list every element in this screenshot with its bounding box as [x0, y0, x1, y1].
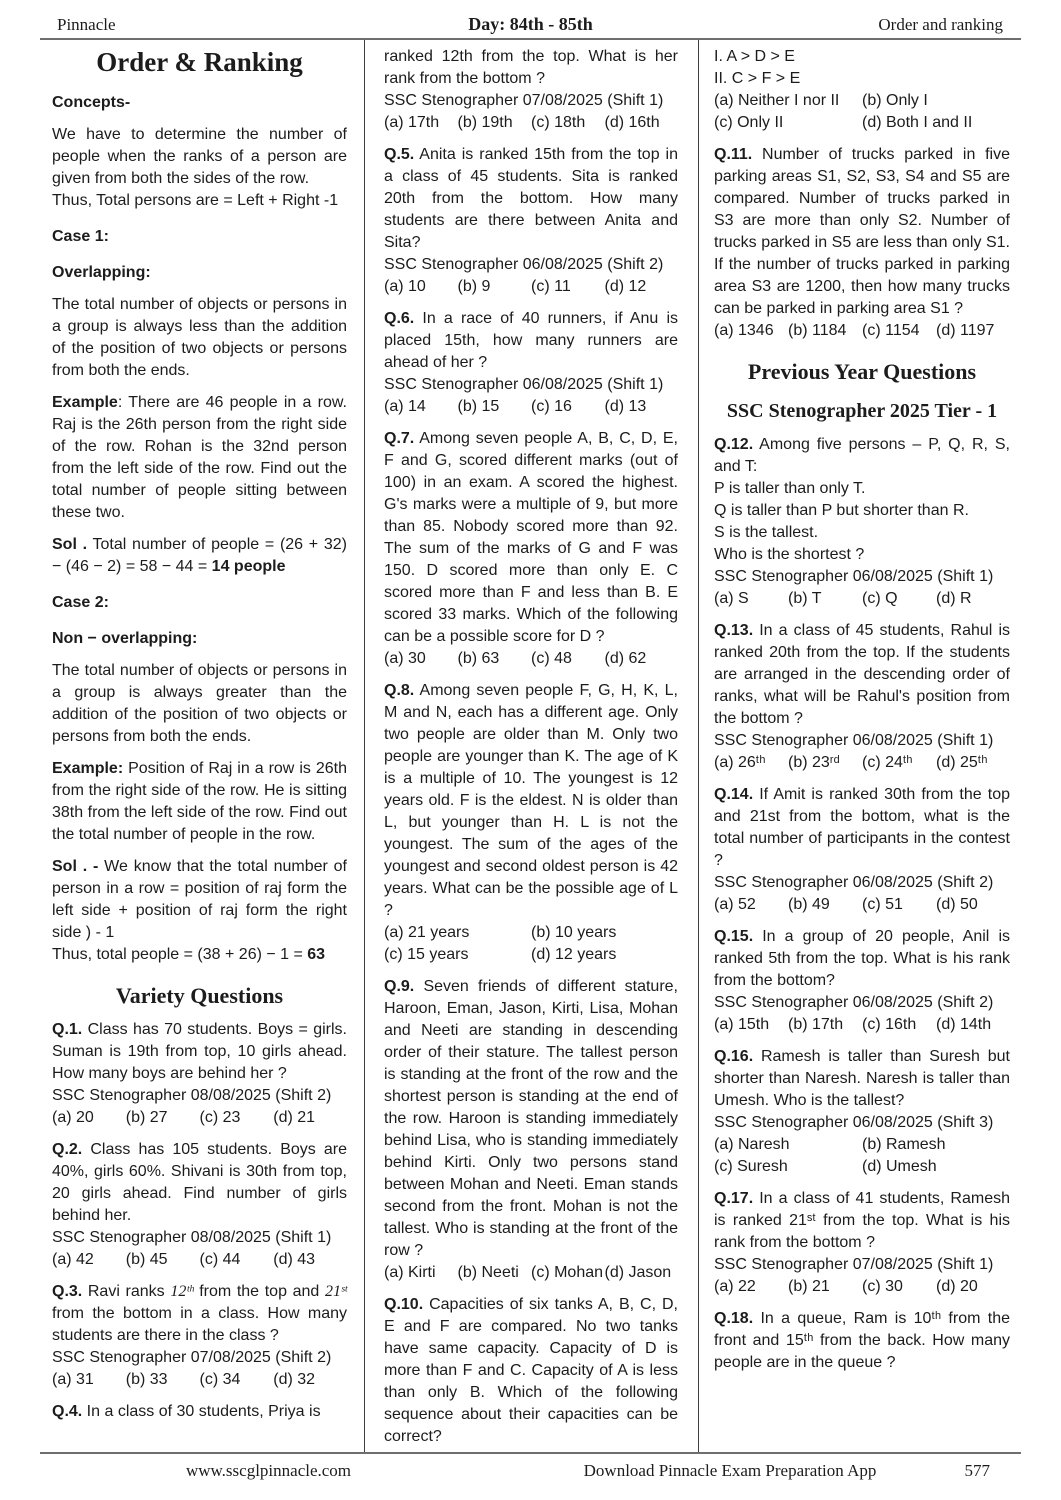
option: (c) 44: [199, 1251, 241, 1268]
text-run: Example: [52, 394, 118, 411]
options-row: [52, 1107, 347, 1129]
text-run: Number of trucks parked in five parking areas S1, S2, S3, S4 and S5 are compared. Number of trucks parked in S3 are more than only S2. Number of trucks parked in S5 are less than only S1. If the number of trucks parked in parking area S3 are 1200, then how many trucks can be parked in parking area S1 ?: [714, 146, 1010, 317]
question-text: [52, 534, 347, 578]
paragraph: [384, 46, 678, 134]
text-run: Q.2.: [52, 1141, 83, 1158]
question-text: [714, 620, 1010, 730]
text-line: SSC Stenographer 07/08/2025 (Shift 1): [384, 92, 664, 109]
text-line: SSC Stenographer 07/08/2025 (Shift 2): [52, 1349, 332, 1366]
question-text: [384, 46, 678, 90]
text-run: 21ˢᵗ: [324, 1283, 348, 1300]
text-line: SSC Stenographer 06/08/2025 (Shift 1): [714, 732, 994, 749]
text-line: Who is the shortest ?: [714, 546, 865, 563]
option: (d) 12 years: [531, 946, 617, 963]
text-run: The total number of objects or persons in a group is always greater than the addition of the position of two objects or persons from both the ends.: [52, 662, 347, 745]
option: (a) S: [714, 590, 749, 607]
question-text: [714, 1308, 1010, 1374]
footer-page-number: 577: [964, 1461, 990, 1480]
options-row: [384, 112, 678, 134]
text-run: ranked 12th from the top. What is her rank from the bottom ?: [384, 48, 678, 87]
text-run: Sol . -: [52, 858, 105, 875]
text-run: In a class of 41 students, Ramesh is ranked 21ˢᵗ from the top. What is his rank from the bottom ?: [714, 1190, 1010, 1251]
concept-label: Concepts-: [52, 94, 131, 111]
column-2: [384, 46, 678, 1448]
text-line: I. A > D > E: [714, 48, 795, 65]
text-line: Q is taller than P but shorter than R.: [714, 502, 969, 519]
option: (b) 10 years: [531, 924, 617, 941]
options-row: [384, 922, 678, 966]
option: (a) 52: [714, 896, 756, 913]
options-row: [714, 1276, 1010, 1298]
option: (d) 50: [936, 896, 978, 913]
text-run: In a class of 30 students, Priya is: [82, 1403, 321, 1420]
question-text: [52, 124, 347, 190]
question-text: [52, 392, 347, 524]
text-run: Among five persons – P, Q, R, S, and T:: [714, 436, 1010, 475]
option: (c) Suresh: [714, 1158, 788, 1175]
question: [714, 784, 1010, 916]
text-run: 14 people: [211, 558, 286, 575]
question: [384, 976, 678, 1284]
question-text: [714, 144, 1010, 320]
option: (a) 42: [52, 1251, 94, 1268]
options-row: [384, 276, 678, 298]
text-run: Q.10.: [384, 1296, 424, 1313]
options-row: [714, 752, 1010, 774]
question-text: [52, 294, 347, 382]
question-text: [52, 1019, 347, 1085]
text-run: Q.13.: [714, 622, 754, 639]
option: (a) 22: [714, 1278, 756, 1295]
option: (b) 1184: [788, 322, 847, 339]
option: (c) 15 years: [384, 946, 469, 963]
concept-label: Overlapping:: [52, 264, 151, 281]
option: (b) 17th: [788, 1016, 844, 1033]
option: (c) 11: [531, 278, 571, 295]
question: [52, 1139, 347, 1271]
options-row: [714, 90, 1010, 134]
option: (b) 21: [788, 1278, 830, 1295]
text-run: Among seven people F, G, H, K, L, M and N, each has a different age. Only two people are older than M. Only two people are younger than K. The age of K is a multiple of 10. The youngest is 12 years old. F is the eldest. N is older than L, but younger than H. L is not the youngest. The sum of the ages of the youngest and second oldest person is 42 years. What can be the possible age of L ?: [384, 682, 678, 919]
question: [52, 392, 347, 524]
option: (a) 1346: [714, 322, 774, 339]
text-run: We have to determine the number of people when the ranks of a person are given from both the sides of the row.: [52, 126, 347, 187]
paragraph: [52, 124, 347, 212]
text-line: SSC Stenographer 06/08/2025 (Shift 2): [714, 874, 994, 891]
option: (c) 16: [531, 398, 572, 415]
text-run: Sol .: [52, 536, 88, 553]
option: (d) 1197: [936, 322, 995, 339]
text-run: Q.11.: [714, 146, 753, 163]
text-run: : There are 46 people in a row. Raj is the 26th person from the right side of the row. Rohan is the 32nd person from the left side of the row. Find out the total number of people sitting between these two.: [52, 394, 347, 521]
text-line: SSC Stenographer 06/08/2025 (Shift 3): [714, 1114, 994, 1131]
option: (a) 21 years: [384, 924, 470, 941]
question-text: [52, 1139, 347, 1227]
text-run: If Amit is ranked 30th from the top and 21st from the bottom, what is the total number of participants in the contest ?: [714, 786, 1010, 869]
option: (c) Only II: [714, 114, 784, 131]
text-line: P is taller than only T.: [714, 480, 866, 497]
question-text: [384, 1294, 678, 1448]
text-run: Q.16.: [714, 1048, 754, 1065]
text-run: from the bottom in a class. How many students are there in the class ?: [52, 1305, 347, 1344]
section-title: Order & Ranking: [96, 47, 303, 77]
text-line: SSC Stenographer 06/08/2025 (Shift 1): [714, 568, 994, 585]
option: (b) 45: [125, 1251, 168, 1268]
text-line: SSC Stenographer 08/08/2025 (Shift 2): [52, 1087, 332, 1104]
option: (c) 48: [531, 650, 572, 667]
text-run: Seven friends of different stature, Haroon, Eman, Jason, Kirti, Lisa, Mohan and Neeti are standing in descending order of their stature. The tallest person is standing at the front of the row and the shortest person is standing at the end of the row. Haroon is standing immediately behind Lisa, who is standing immediately behind Kirti. Only two persons stand between Mohan and Neeti. Eman stands second from the front. Mohan is not the tallest. Who is standing at the front of the row ?: [384, 978, 678, 1259]
option: (c) 30: [862, 1278, 903, 1295]
text-run: Q.5.: [384, 146, 415, 163]
option: (b) 19th: [457, 114, 513, 131]
text-line: SSC Stenographer 07/08/2025 (Shift 1): [714, 1256, 994, 1273]
question-text: [384, 680, 678, 922]
option: (d) Umesh: [862, 1158, 937, 1175]
option: (a) 15th: [714, 1016, 770, 1033]
text-run: Ramesh is taller than Suresh but shorter than Naresh. Naresh is taller than Umesh. Who is the tallest?: [714, 1048, 1010, 1109]
concept-label: Case 1:: [52, 228, 109, 245]
footer-app-promo: Download Pinnacle Exam Preparation App: [583, 1461, 877, 1480]
section-heading: Variety Questions: [115, 983, 284, 1008]
option: (b) 63: [457, 650, 500, 667]
question: [384, 428, 678, 670]
text-run: Thus, total people = (38 + 26) − 1 =: [52, 946, 308, 963]
option: (c) Mohan: [531, 1264, 604, 1281]
question-text: [714, 784, 1010, 872]
text-run: Position of Raj in a row is 26th from the right side of the row. He is sitting 38th from the left side of the row. Find out the total number of people in the row.: [52, 760, 347, 843]
header-day: Day: 84th - 85th: [468, 14, 593, 34]
text-run: Total number of people = (26 + 32) − (46 − 2) = 58 − 44 =: [52, 536, 348, 575]
text-line: II. C > F > E: [714, 70, 801, 87]
text-line: Thus, Total persons are = Left + Right -1: [52, 192, 339, 209]
text-line: S is the tallest.: [714, 524, 819, 541]
option: (b) 33: [125, 1371, 168, 1388]
option: (b) 15: [457, 398, 500, 415]
footer-rule: [40, 1452, 1021, 1454]
text-run: The total number of objects or persons in a group is always less than the addition of the position of two objects or persons from both the ends.: [52, 296, 347, 379]
question: [714, 1188, 1010, 1298]
text-run: from the top and: [193, 1283, 325, 1300]
option: (d) 62: [604, 650, 647, 667]
options-row: [714, 320, 1010, 342]
text-run: Class has 70 students. Boys = girls. Suman is 19th from top, 10 girls ahead. How many boys are behind her ?: [52, 1021, 347, 1082]
options-row: [52, 1249, 347, 1271]
option: (a) 14: [384, 398, 426, 415]
options-row: [384, 1262, 678, 1284]
text-run: 63: [307, 946, 326, 963]
text-run: Q.18.: [714, 1310, 754, 1327]
options-row: [714, 1014, 1010, 1036]
column-divider-1: [364, 40, 365, 1452]
option: (b) T: [788, 590, 822, 607]
option: (a) Neither I nor II: [714, 92, 840, 109]
question: [384, 1294, 678, 1448]
option: (c) 51: [862, 896, 903, 913]
question: [52, 1401, 347, 1423]
option: (d) R: [936, 590, 972, 607]
text-run: Ravi ranks: [82, 1283, 171, 1300]
question-text: [52, 856, 347, 944]
text-run: Anita is ranked 15th from the top in a class of 45 students. Sita is ranked 20th from the bottom. How many students are there between Anita and Sita?: [384, 146, 678, 251]
options-row: [384, 396, 678, 418]
question: [714, 620, 1010, 774]
option: (c) 23: [199, 1109, 241, 1126]
column-3: [714, 46, 1010, 1374]
question-text: [714, 1046, 1010, 1112]
option: (a) 31: [52, 1371, 94, 1388]
text-line: SSC Stenographer 08/08/2025 (Shift 1): [52, 1229, 332, 1246]
text-run: Q.3.: [52, 1283, 83, 1300]
text-run: In a race of 40 runners, if Anu is placed 15th, how many runners are ahead of her ?: [384, 310, 678, 371]
text-run: In a class of 45 students, Rahul is ranked 20th from the top. If the students are arranged in the descending order of ranks, what will be Rahul's position from the bottom ?: [714, 622, 1010, 727]
option: (b) 27: [125, 1109, 168, 1126]
option: (c) 16th: [862, 1016, 917, 1033]
question: [52, 1019, 347, 1129]
option: (b) Only I: [862, 92, 928, 109]
text-line: SSC Stenographer 06/08/2025 (Shift 2): [714, 994, 994, 1011]
section-subheading: SSC Stenographer 2025 Tier - 1: [726, 400, 998, 422]
option: (a) 30: [384, 650, 426, 667]
text-run: Q.15.: [714, 928, 754, 945]
paragraph: [52, 294, 347, 382]
text-run: Example:: [52, 760, 124, 777]
question: [52, 1281, 347, 1391]
option: (c) 34: [199, 1371, 241, 1388]
option: (c) Q: [862, 590, 898, 607]
option: (d) 43: [273, 1251, 316, 1268]
text-line: [52, 944, 347, 966]
column-divider-2: [698, 40, 699, 1452]
question: [714, 1308, 1010, 1374]
option: (d) 20: [936, 1278, 978, 1295]
option: (a) Naresh: [714, 1136, 790, 1153]
options-row: [714, 894, 1010, 916]
concept-label: Non − overlapping:: [52, 630, 198, 647]
question-text: [384, 976, 678, 1262]
header-topic: Order and ranking: [878, 15, 1003, 34]
option: (b) Neeti: [457, 1264, 519, 1281]
question: [52, 534, 347, 578]
option: (a) 20: [52, 1109, 94, 1126]
options-row: [714, 1134, 1010, 1178]
question-text: [52, 1401, 347, 1423]
section-heading: Previous Year Questions: [747, 359, 977, 384]
question: [714, 434, 1010, 610]
option: (b) 23ʳᵈ: [788, 754, 840, 771]
text-run: In a queue, Ram is 10ᵗʰ from the front and 15ᵗʰ from the back. How many people are in the queue ?: [714, 1310, 1010, 1371]
text-run: Among seven people A, B, C, D, E, F and G, scored different marks (out of 100) in an exam. A scored the highest. G's marks were a multiple of 9, but more than 85. Nobody scored more than 92. The sum of the marks of G and F was 150. D scored more than only E. C scored more than F and less than B. E scored 33 marks. Which of the following can be a possible score for D ?: [384, 430, 678, 645]
option: (d) Both I and II: [862, 114, 973, 131]
header-rule: [40, 38, 1021, 40]
text-run: Capacities of six tanks A, B, C, D, E and F are compared. No two tanks have same capacity. Capacity of D is more than F and C. Capacity of A is less than only B. Which of the following sequence about their capacities can be correct?: [384, 1296, 678, 1445]
footer-website: www.sscglpinnacle.com: [185, 1461, 352, 1480]
option: (d) 25ᵗʰ: [936, 754, 988, 771]
text-line: SSC Stenographer 06/08/2025 (Shift 2): [384, 256, 664, 273]
question: [384, 144, 678, 298]
options-row: [714, 588, 1010, 610]
text-run: Q.9.: [384, 978, 415, 995]
text-run: Q.7.: [384, 430, 415, 447]
options-row: [384, 648, 678, 670]
question-text: [52, 1281, 347, 1347]
option: (d) Jason: [604, 1264, 672, 1281]
option: (c) 1154: [862, 322, 920, 339]
text-run: In a group of 20 people, Anil is ranked 5th from the top. What is his rank from the bottom?: [714, 928, 1010, 989]
question: [52, 856, 347, 966]
option: (c) 24ᵗʰ: [862, 754, 913, 771]
question-text: [714, 926, 1010, 992]
question-text: [714, 1188, 1010, 1254]
question-text: [384, 144, 678, 254]
question-text: [384, 428, 678, 648]
text-run: Q.4.: [52, 1403, 83, 1420]
column-1: [52, 46, 347, 1423]
text-run: Q.1.: [52, 1021, 83, 1038]
question: [384, 308, 678, 418]
text-run: Q.6.: [384, 310, 415, 327]
option: (d) 16th: [604, 114, 660, 131]
paragraph: [52, 660, 347, 748]
option: (d) 13: [604, 398, 647, 415]
option: (c) 18th: [531, 114, 586, 131]
question-text: [52, 660, 347, 748]
question-text: [714, 434, 1010, 478]
option: (d) 32: [273, 1371, 316, 1388]
text-run: Class has 105 students. Boys are 40%, girls 60%. Shivani is 30th from top, 20 girls ahead. Find number of girls behind her.: [52, 1141, 347, 1224]
option: (b) Ramesh: [862, 1136, 946, 1153]
text-line: SSC Stenographer 06/08/2025 (Shift 1): [384, 376, 664, 393]
question: [714, 926, 1010, 1036]
text-run: 12ᵗʰ: [170, 1283, 194, 1300]
question-text: [52, 758, 347, 846]
option: (a) 10: [384, 278, 426, 295]
header-brand: Pinnacle: [57, 15, 116, 34]
text-run: Q.17.: [714, 1190, 754, 1207]
concept-label: Case 2:: [52, 594, 109, 611]
option: (b) 9: [457, 278, 491, 295]
option: (d) 12: [604, 278, 647, 295]
text-run: Q.8.: [384, 682, 415, 699]
option: (d) 21: [273, 1109, 316, 1126]
question: [384, 680, 678, 966]
text-run: Q.14.: [714, 786, 754, 803]
option: (a) 17th: [384, 114, 440, 131]
question: [714, 1046, 1010, 1178]
option: (a) 26ᵗʰ: [714, 754, 766, 771]
text-run: Q.12.: [714, 436, 754, 453]
option: (a) Kirti: [384, 1264, 436, 1281]
paragraph: [714, 46, 1010, 134]
text-run: We know that the total number of person in a row = position of raj form the left side + position of raj form the right side ) - 1: [52, 858, 348, 941]
option: (d) 14th: [936, 1016, 992, 1033]
options-row: [52, 1369, 347, 1391]
question-text: [384, 308, 678, 374]
option: (b) 49: [788, 896, 830, 913]
question: [714, 144, 1010, 342]
question: [52, 758, 347, 846]
